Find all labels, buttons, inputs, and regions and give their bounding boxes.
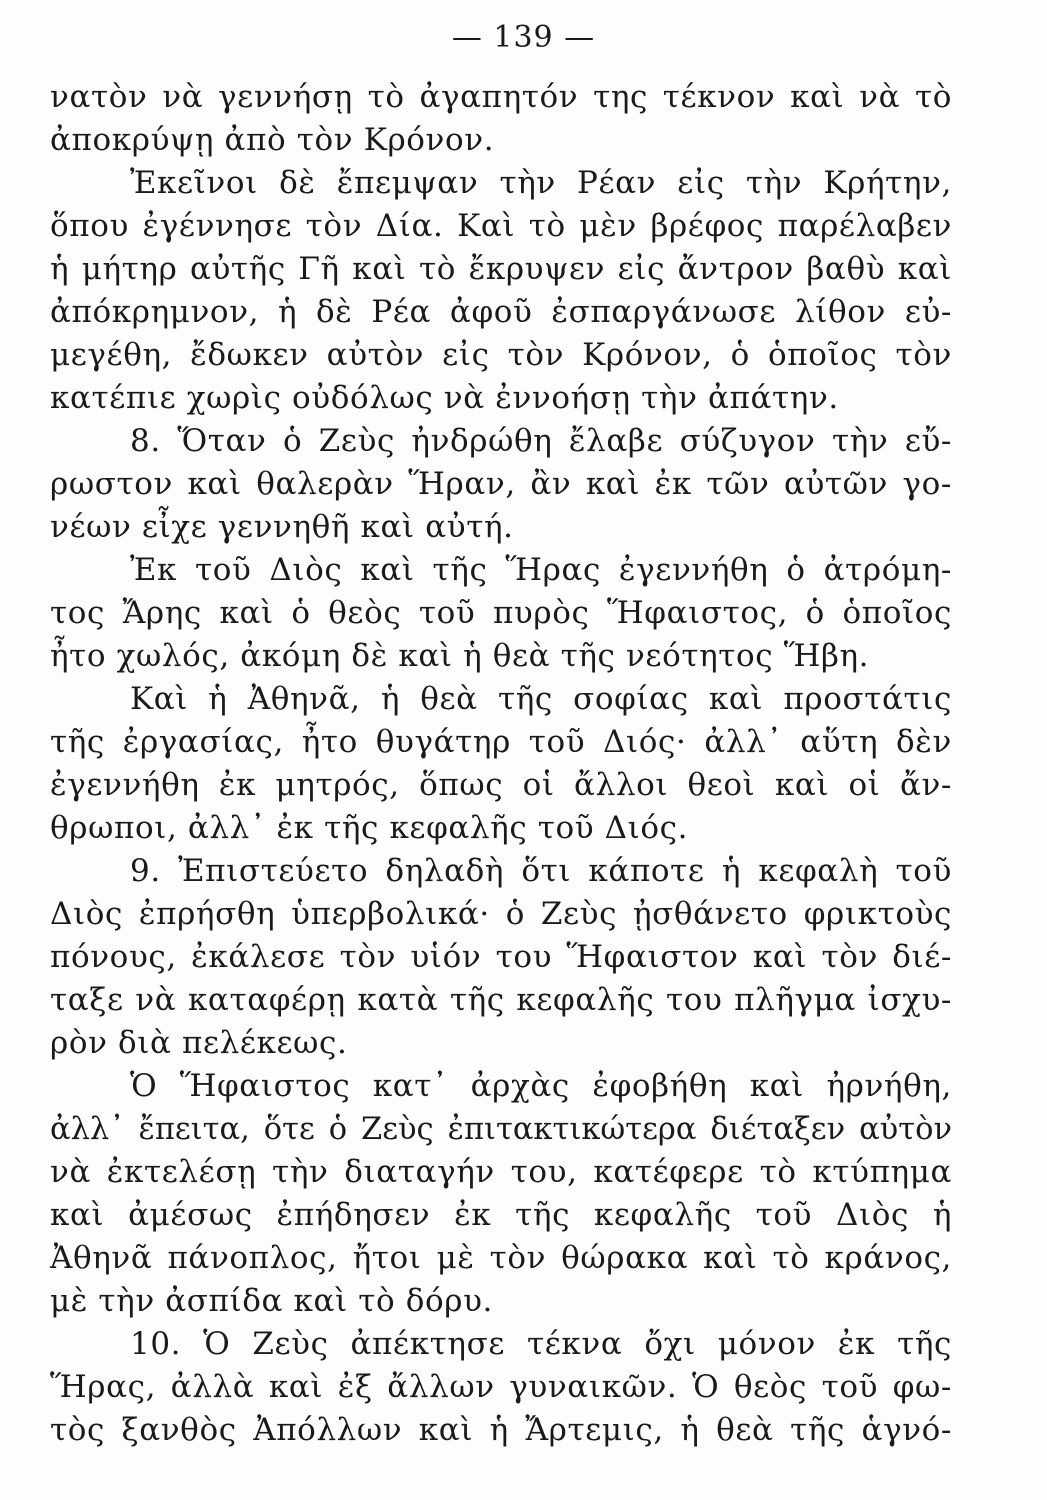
text-line: ρωστον καὶ θαλερὰν Ἥραν, ἂν καὶ ἐκ τῶν αὐτῶν γο- — [50, 466, 952, 502]
text-line: Ἐκεῖνοι δὲ ἔπεμψαν τὴν Ρέαν εἰς τὴν Κρήτην, — [130, 165, 952, 201]
text-line: ἀπόκρημνον, ἡ δὲ Ρέα ἀφοῦ ἐσπαργάνωσε λίθον εὐ- — [50, 294, 952, 330]
text-line: Ἐκ τοῦ Διὸς καὶ τῆς Ἥρας ἐγεννήθη ὁ ἀτρόμη- — [130, 552, 952, 588]
text-line: ἡ μήτηρ αὐτῆς Γῆ καὶ τὸ ἔκρυψεν εἰς ἄντρον βαθὺ καὶ — [50, 251, 952, 287]
body-text — [50, 76, 952, 1452]
text-line: 10. Ὁ Ζεὺς ἀπέκτησε τέκνα ὄχι μόνον ἐκ τῆς — [130, 1326, 952, 1362]
text-line: καὶ ἀμέσως ἐπήδησεν ἐκ τῆς κεφαλῆς τοῦ Διὸς ἡ — [50, 1197, 952, 1233]
text-line: νέων εἶχε γεννηθῆ καὶ αὐτή. — [50, 509, 514, 545]
text-line: ἀποκρύψῃ ἀπὸ τὸν Κρόνον. — [50, 122, 495, 158]
text-line: πόνους, ἐκάλεσε τὸν υἱόν του Ἥφαιστον καὶ τὸν διέ- — [50, 939, 952, 975]
text-line: ρὸν διὰ πελέκεως. — [50, 1025, 348, 1061]
text-line: κατέπιε χωρὶς οὐδόλως νὰ ἐννοήσῃ τὴν ἀπάτην. — [50, 380, 839, 416]
text-line: ταξε νὰ καταφέρῃ κατὰ τῆς κεφαλῆς του πλῆγμα ἰσχυ- — [50, 982, 952, 1018]
text-line: ἀλλ᾽ ἔπειτα, ὅτε ὁ Ζεὺς ἐπιτακτικώτερα διέταξεν αὐτὸν — [50, 1112, 952, 1147]
text-line: θρωποι, ἀλλ᾽ ἐκ τῆς κεφαλῆς τοῦ Διός. — [50, 810, 689, 846]
page-number: — 139 — — [451, 20, 596, 55]
text-line: τὸς ξανθὸς Ἀπόλλων καὶ ἡ Ἄρτεμις, ἡ θεὰ τῆς ἁγνό- — [50, 1412, 952, 1448]
text-line: νατὸν νὰ γεννήσῃ τὸ ἀγαπητόν της τέκνον καὶ νὰ τὸ — [50, 79, 952, 115]
text-line: νὰ ἐκτελέσῃ τὴν διαταγήν του, κατέφερε τὸ κτύπημα — [50, 1154, 952, 1190]
text-line: μεγέθη, ἔδωκεν αὐτὸν εἰς τὸν Κρόνον, ὁ ὁποῖος τὸν — [50, 337, 952, 373]
text-line: Ὁ Ἥφαιστος κατ᾽ ἀρχὰς ἐφοβήθη καὶ ἠρνήθη, — [130, 1068, 952, 1104]
text-line: ὅπου ἐγέννησε τὸν Δία. Καὶ τὸ μὲν βρέφος παρέλαβεν — [50, 208, 952, 244]
text-line: 9. Ἐπιστεύετο δηλαδὴ ὅτι κάποτε ἡ κεφαλὴ τοῦ — [130, 853, 952, 889]
text-line: Διὸς ἐπρήσθη ὑπερβολικά· ὁ Ζεὺς ᾐσθάνετο φρικτοὺς — [50, 896, 952, 932]
text-line: μὲ τὴν ἀσπίδα καὶ τὸ δόρυ. — [50, 1283, 493, 1319]
text-line: ἦτο χωλός, ἀκόμη δὲ καὶ ἡ θεὰ τῆς νεότητος Ἥβη. — [50, 638, 870, 674]
text-line: ἐγεννήθη ἐκ μητρός, ὅπως οἱ ἄλλοι θεοὶ καὶ οἱ ἄν- — [50, 767, 952, 803]
text-line: τος Ἄρης καὶ ὁ θεὸς τοῦ πυρὸς Ἥφαιστος, ὁ ὁποῖος — [50, 595, 952, 631]
text-line: Καὶ ἡ Ἀθηνᾶ, ἡ θεὰ τῆς σοφίας καὶ προστάτις — [130, 681, 952, 717]
text-line: τῆς ἐργασίας, ἦτο θυγάτηρ τοῦ Διός· ἀλλ᾽ αὕτη δὲν — [50, 724, 952, 760]
text-line: 8. Ὅταν ὁ Ζεὺς ἠνδρώθη ἔλαβε σύζυγον τὴν εὔ- — [130, 423, 952, 459]
text-line: Ἀθηνᾶ πάνοπλος, ἤτοι μὲ τὸν θώρακα καὶ τὸ κράνος, — [50, 1240, 952, 1276]
text-line: Ἥρας, ἀλλὰ καὶ ἐξ ἄλλων γυναικῶν. Ὁ θεὸς τοῦ φω- — [50, 1369, 952, 1405]
